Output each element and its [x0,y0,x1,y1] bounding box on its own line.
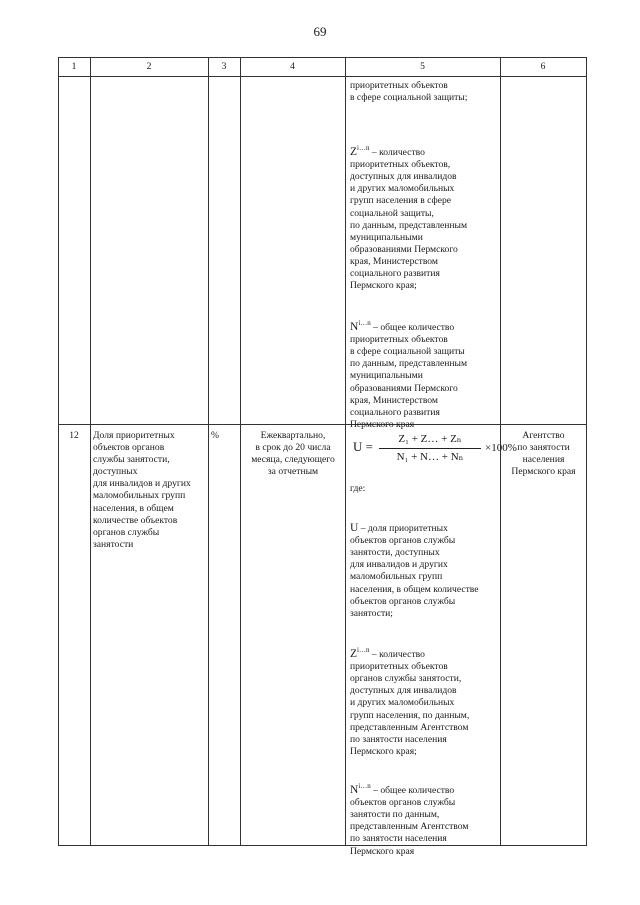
z-symbol: Z [350,648,358,661]
n-symbol: N [350,784,359,797]
z-definition-text: количество приоритетных объектов органов службы занятости, доступных для инвалидов и других маломобильных групп населения, по данным, представленным Агентством по занятости населения Пермского края; [350,649,470,757]
periodicity: Ежеквартально, в срок до 20 числа месяца, следующего за отчетным [251,430,335,478]
column-header-4: 4 [290,61,295,72]
row-number: 12 [69,430,79,441]
column-header-6: 6 [540,61,546,72]
cont-col5-para1: приоритетных объектов в сфере социальной защиты; [350,80,468,104]
z-subscript: i…n [357,144,370,153]
column-header-3: 3 [221,61,227,72]
indicator-name: Доля приоритетных объектов органов службы занятости, доступных для инвалидов и других маломобильных групп населения, в общем количестве объектов органов службы занятости [93,430,191,550]
formula-denominator: N₁ + N… + Nₙ [396,451,464,463]
n-subscript: i…n [358,782,371,791]
page-number: 69 [313,24,327,39]
cont-col5-n-definition: $N^{i\dots n}$ – общее количество приоритетных объектов в сфере социальной защиты по данным, представленным муниципальными образованиями Пермского края, Министерством социального развития Пермского края [350,319,468,430]
n-definition-text: общее количество объектов органов службы занятости по данным, представленным Агентством по занятости населения Пермского края [350,785,469,857]
u-definition-text: доля приоритетных объектов органов службы занятости, доступных для инвалидов и других маломобильных групп населения, в общем количестве объектов органов службы занятости; [350,523,479,619]
where-label: где: [350,483,366,494]
column-header-2: 2 [146,61,152,72]
column-header-1: 1 [71,61,77,72]
formula-lhs: U = [353,439,373,454]
u-definition: U – доля приоритетных объектов органов службы занятости, доступных для инвалидов и других маломобильных групп населения, в общем количестве объектов органов службы занятости; [350,522,479,619]
column-header-5: 5 [420,61,425,72]
z-subscript: i…n [357,646,370,655]
z-definition-row12: $Z^{i\dots n}$ – количество приоритетных объектов органов службы занятости, доступных для инвалидов и других маломобильных групп населения, по данным, представленным Агентством по занятости населения Пермского края; [350,646,470,757]
fraction-bar [379,448,481,449]
n-symbol: N [350,321,359,334]
unit-of-measure: % [211,430,219,441]
cont-col5-z-definition: $Z^{i\dots n}$ – количество приоритетных объектов, доступных для инвалидов и других маломобильных групп населения в сфере социальной защиты, по данным, представленным муниципальными образованиями Пермского края, Министерством социального развития Пермского края; [350,144,468,292]
u-symbol: U [350,522,359,535]
n-definition-text: общее количество приоритетных объектов в сфере социальной защиты по данным, представленным муниципальными образованиями Пермского края, Министерством социального развития Пермского края [350,322,468,430]
n-definition-row12: $N^{i\dots n}$ – общее количество объектов органов службы занятости по данным, представленным Агентством по занятости населения Пермского края [350,782,469,857]
z-definition-text: количество приоритетных объектов, доступных для инвалидов и других маломобильных групп населения в сфере социальной защиты, по данным, представленным муниципальными образованиями Пермского края, Министерством социального развития Пермского края; [350,147,468,292]
z-symbol: Z [350,146,358,159]
formula-numerator: Z₁ + Z… + Zₙ [398,433,462,445]
n-subscript: i…n [358,319,371,328]
data-source: Агентство по занятости населения Пермского края [511,430,576,478]
formula-multiplier: ×100% [485,442,517,454]
